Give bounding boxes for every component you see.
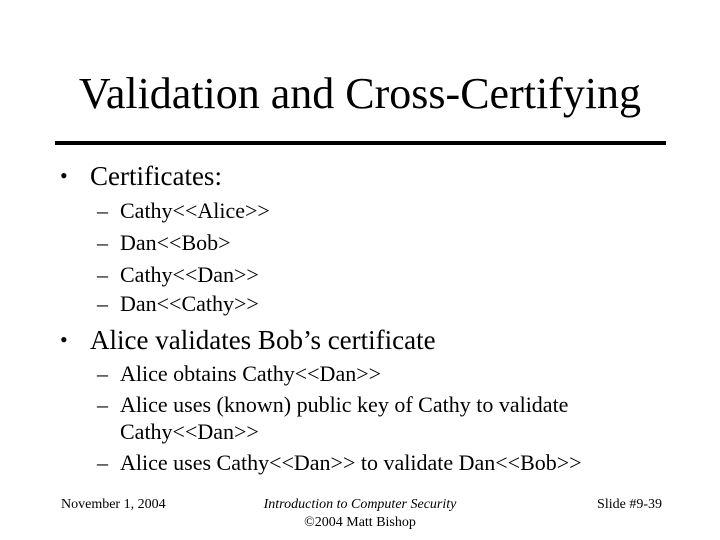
sub-item	[97, 449, 582, 476]
dash-glyph: –	[97, 392, 108, 417]
footer-copyright: ©2004 Matt Bishop	[304, 515, 416, 530]
sub-item-text: Dan<<Cathy>>	[120, 291, 259, 316]
sub-item-text: Cathy<<Dan>>	[120, 419, 259, 444]
sub-item-text: Alice uses (known) public key of Cathy to validate	[120, 392, 569, 417]
sub-item	[97, 391, 569, 418]
dash-glyph: –	[97, 361, 108, 386]
bullet-alice-validates	[60, 324, 436, 356]
dash-glyph: –	[97, 262, 108, 287]
sub-item-text: Cathy<<Dan>>	[120, 262, 259, 287]
sub-item	[97, 197, 270, 224]
bullet-text: Certificates:	[90, 161, 222, 191]
dash-glyph: –	[97, 230, 108, 255]
sub-item	[97, 229, 231, 256]
bullet-certificates	[60, 160, 222, 192]
dash-glyph: –	[97, 198, 108, 223]
footer-slide-number: Slide #9-39	[597, 497, 662, 512]
sub-item-text: Cathy<<Alice>>	[120, 198, 270, 223]
slide-title: Validation and Cross-Certifying	[78, 69, 642, 118]
dash-glyph: –	[97, 450, 108, 475]
sub-item-text: Alice obtains Cathy<<Dan>>	[120, 361, 382, 386]
sub-item	[97, 261, 259, 288]
sub-item	[97, 290, 259, 317]
footer-date: November 1, 2004	[61, 497, 166, 512]
sub-item-text: Alice uses Cathy<<Dan>> to validate Dan<<Bob>>	[120, 450, 582, 475]
bullet-glyph: •	[60, 327, 68, 352]
footer-course	[220, 496, 500, 532]
sub-item-text: Dan<<Bob>	[120, 230, 231, 255]
dash-glyph: –	[97, 291, 108, 316]
footer-course-title: Introduction to Computer Security	[263, 497, 457, 512]
sub-item-continuation	[120, 418, 259, 445]
bullet-text: Alice validates Bob’s certificate	[90, 325, 436, 355]
bullet-glyph: •	[60, 163, 68, 188]
sub-item	[97, 360, 382, 387]
